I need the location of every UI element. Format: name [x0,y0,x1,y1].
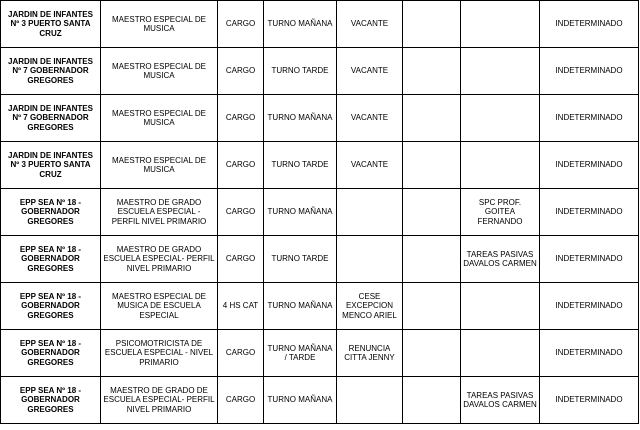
position-cell: MAESTRO ESPECIAL DE MUSICA [101,142,218,189]
shift-cell: TURNO TARDE [264,142,337,189]
empty-cell [403,189,461,236]
table-row [1,48,639,95]
position-cell: MAESTRO DE GRADO ESCUELA ESPECIAL- PERFIL NIVEL PRIMARIO [101,236,218,283]
position-cell: PSICOMOTRICISTA DE ESCUELA ESPECIAL - NIVEL PRIMARIO [101,330,218,377]
table-row [1,330,639,377]
shift-cell: TURNO MAÑANA [264,95,337,142]
replacement-cell: TAREAS PASIVAS DAVALOS CARMEN [461,236,540,283]
position-cell: MAESTRO DE GRADO ESCUELA ESPECIAL - PERFIL NIVEL PRIMARIO [101,189,218,236]
position-cell: MAESTRO ESPECIAL DE MUSICA [101,95,218,142]
status-cell: VACANTE [337,95,403,142]
shift-cell: TURNO MAÑANA [264,1,337,48]
type-cell: CARGO [218,142,264,189]
position-cell: MAESTRO DE GRADO DE ESCUELA ESPECIAL- PERFIL NIVEL PRIMARIO [101,377,218,424]
shift-cell: TURNO MAÑANA / TARDE [264,330,337,377]
replacement-cell [461,283,540,330]
school-cell: EPP SEA Nº 18 - GOBERNADOR GREGORES [1,236,101,283]
status-cell: CESE EXCEPCION MENCO ARIEL [337,283,403,330]
shift-cell: TURNO MAÑANA [264,283,337,330]
table-row [1,1,639,48]
empty-cell [403,48,461,95]
duration-cell: INDETERMINADO [540,1,639,48]
duration-cell: INDETERMINADO [540,330,639,377]
position-cell: MAESTRO ESPECIAL DE MUSICA [101,1,218,48]
duration-cell: INDETERMINADO [540,95,639,142]
status-cell: RENUNCIA CITTA JENNY [337,330,403,377]
type-cell: CARGO [218,377,264,424]
school-cell: JARDIN DE INFANTES Nº 7 GOBERNADOR GREGORES [1,95,101,142]
replacement-cell [461,142,540,189]
table-row [1,142,639,189]
table-row [1,95,639,142]
empty-cell [403,1,461,48]
type-cell: CARGO [218,95,264,142]
type-cell: 4 HS CAT [218,283,264,330]
position-cell: MAESTRO ESPECIAL DE MUSICA DE ESCUELA ESPECIAL [101,283,218,330]
shift-cell: TURNO TARDE [264,236,337,283]
table-row [1,236,639,283]
type-cell: CARGO [218,48,264,95]
type-cell: CARGO [218,330,264,377]
empty-cell [403,142,461,189]
duration-cell: INDETERMINADO [540,236,639,283]
empty-cell [403,283,461,330]
status-cell: VACANTE [337,142,403,189]
type-cell: CARGO [218,1,264,48]
school-cell: JARDIN DE INFANTES Nº 3 PUERTO SANTA CRUZ [1,142,101,189]
school-cell: JARDIN DE INFANTES Nº 3 PUERTO SANTA CRUZ [1,1,101,48]
school-cell: EPP SEA Nº 18 - GOBERNADOR GREGORES [1,330,101,377]
duration-cell: INDETERMINADO [540,48,639,95]
empty-cell [403,377,461,424]
duration-cell: INDETERMINADO [540,377,639,424]
type-cell: CARGO [218,236,264,283]
duration-cell: INDETERMINADO [540,142,639,189]
replacement-cell: SPC PROF. GOITEA FERNANDO [461,189,540,236]
shift-cell: TURNO MAÑANA [264,377,337,424]
shift-cell: TURNO TARDE [264,48,337,95]
replacement-cell: TAREAS PASIVAS DAVALOS CARMEN [461,377,540,424]
status-cell [337,236,403,283]
replacement-cell [461,1,540,48]
table-row [1,283,639,330]
school-cell: EPP SEA Nº 18 - GOBERNADOR GREGORES [1,189,101,236]
status-cell [337,377,403,424]
table-row [1,377,639,424]
status-cell [337,189,403,236]
replacement-cell [461,95,540,142]
empty-cell [403,95,461,142]
empty-cell [403,330,461,377]
school-cell: EPP SEA Nº 18 - GOBERNADOR GREGORES [1,377,101,424]
shift-cell: TURNO MAÑANA [264,189,337,236]
position-cell: MAESTRO ESPECIAL DE MUSICA [101,48,218,95]
table-body [1,1,639,424]
school-cell: JARDIN DE INFANTES Nº 7 GOBERNADOR GREGORES [1,48,101,95]
status-cell: VACANTE [337,48,403,95]
status-cell: VACANTE [337,1,403,48]
table-row [1,189,639,236]
school-cell: EPP SEA Nº 18 - GOBERNADOR GREGORES [1,283,101,330]
empty-cell [403,236,461,283]
replacement-cell [461,48,540,95]
replacement-cell [461,330,540,377]
duration-cell: INDETERMINADO [540,189,639,236]
type-cell: CARGO [218,189,264,236]
duration-cell: INDETERMINADO [540,283,639,330]
